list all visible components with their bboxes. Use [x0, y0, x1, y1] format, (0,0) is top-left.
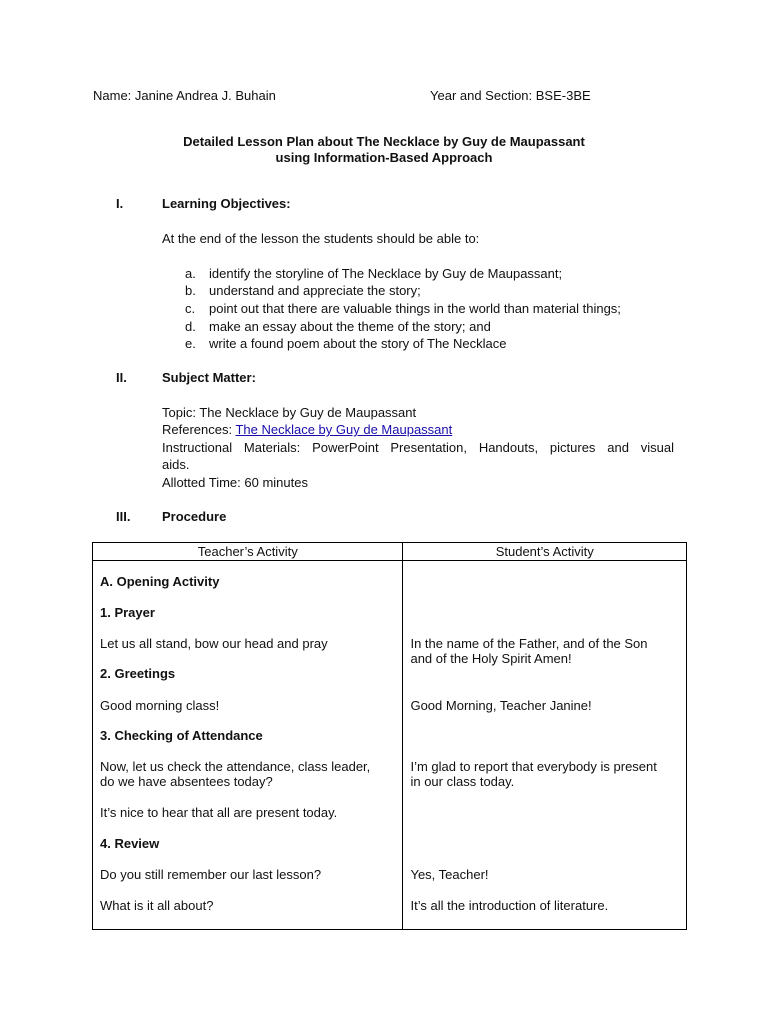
- prayer-heading: 1. Prayer: [100, 605, 155, 620]
- objective-item: [185, 283, 421, 298]
- student-review-answer2: It’s all the introduction of literature.: [410, 898, 609, 913]
- student-review-answer1: Yes, Teacher!: [410, 867, 489, 882]
- instructional-materials: Instructional Materials: PowerPoint Presentation, Handouts, pictures and visual: [162, 440, 674, 455]
- teacher-attendance-line1: Now, let us check the attendance, class leader,: [100, 759, 371, 774]
- student-prayer-line2: and of the Holy Spirit Amen!: [410, 651, 572, 666]
- section-1-number: I.: [116, 196, 124, 211]
- teacher-attendance-line2: do we have absentees today?: [100, 774, 273, 789]
- procedure-table: [92, 542, 687, 930]
- review-heading: 4. Review: [100, 836, 160, 851]
- topic: Topic: The Necklace by Guy de Maupassant: [162, 405, 417, 420]
- student-prayer-line1: In the name of the Father, and of the Son: [410, 636, 648, 651]
- objective-letter: e.: [185, 336, 196, 351]
- objective-letter: c.: [185, 301, 196, 316]
- document-title-line2: using Information-Based Approach: [275, 150, 493, 165]
- document-title-line1: Detailed Lesson Plan about The Necklace by Guy de Maupassant: [183, 134, 585, 149]
- student-activity-header: Student’s Activity: [403, 543, 687, 561]
- section-2-number: II.: [116, 370, 127, 385]
- teacher-activity-header: Teacher’s Activity: [93, 543, 403, 561]
- student-greetings: Good Morning, Teacher Janine!: [410, 698, 592, 713]
- objective-text: understand and appreciate the story;: [209, 283, 421, 298]
- year-section: Year and Section: BSE-3BE: [430, 88, 591, 103]
- objective-letter: a.: [185, 266, 196, 281]
- section-3-heading: Procedure: [162, 509, 227, 524]
- student-attendance-line1: I’m glad to report that everybody is present: [410, 759, 657, 774]
- references-label: References:: [162, 422, 236, 437]
- objective-letter: b.: [185, 283, 196, 298]
- teacher-prayer: Let us all stand, bow our head and pray: [100, 636, 328, 651]
- teacher-review-question1: Do you still remember our last lesson?: [100, 867, 322, 882]
- student-name: Name: Janine Andrea J. Buhain: [93, 88, 276, 103]
- greetings-heading: 2. Greetings: [100, 666, 176, 681]
- section-3-number: III.: [116, 509, 131, 524]
- attendance-heading: 3. Checking of Attendance: [100, 728, 263, 743]
- student-activity-cell: [403, 561, 687, 930]
- objective-item: [185, 336, 506, 351]
- objective-text: make an essay about the theme of the story; and: [209, 319, 491, 334]
- objective-item: [185, 266, 562, 281]
- instructional-materials-cont: aids.: [162, 457, 190, 472]
- objective-item: [185, 301, 621, 316]
- objective-letter: d.: [185, 319, 196, 334]
- teacher-greetings: Good morning class!: [100, 698, 220, 713]
- teacher-activity-cell: [93, 561, 403, 930]
- objective-text: identify the storyline of The Necklace by Guy de Maupassant;: [209, 266, 563, 281]
- references: [162, 422, 452, 437]
- student-attendance-line2: in our class today.: [410, 774, 515, 789]
- section-2-heading: Subject Matter:: [162, 370, 256, 385]
- allotted-time: Allotted Time: 60 minutes: [162, 475, 308, 490]
- teacher-present: It’s nice to hear that all are present today.: [100, 805, 338, 820]
- objective-text: write a found poem about the story of The Necklace: [209, 336, 507, 351]
- section-1-heading: Learning Objectives:: [162, 196, 291, 211]
- teacher-review-question2: What is it all about?: [100, 898, 214, 913]
- references-link[interactable]: The Necklace by Guy de Maupassant: [235, 422, 453, 437]
- objective-item: [185, 319, 491, 334]
- objective-text: point out that there are valuable things in the world than material things;: [209, 301, 621, 316]
- objectives-intro: At the end of the lesson the students should be able to:: [162, 231, 480, 246]
- opening-activity-heading: A. Opening Activity: [100, 574, 220, 589]
